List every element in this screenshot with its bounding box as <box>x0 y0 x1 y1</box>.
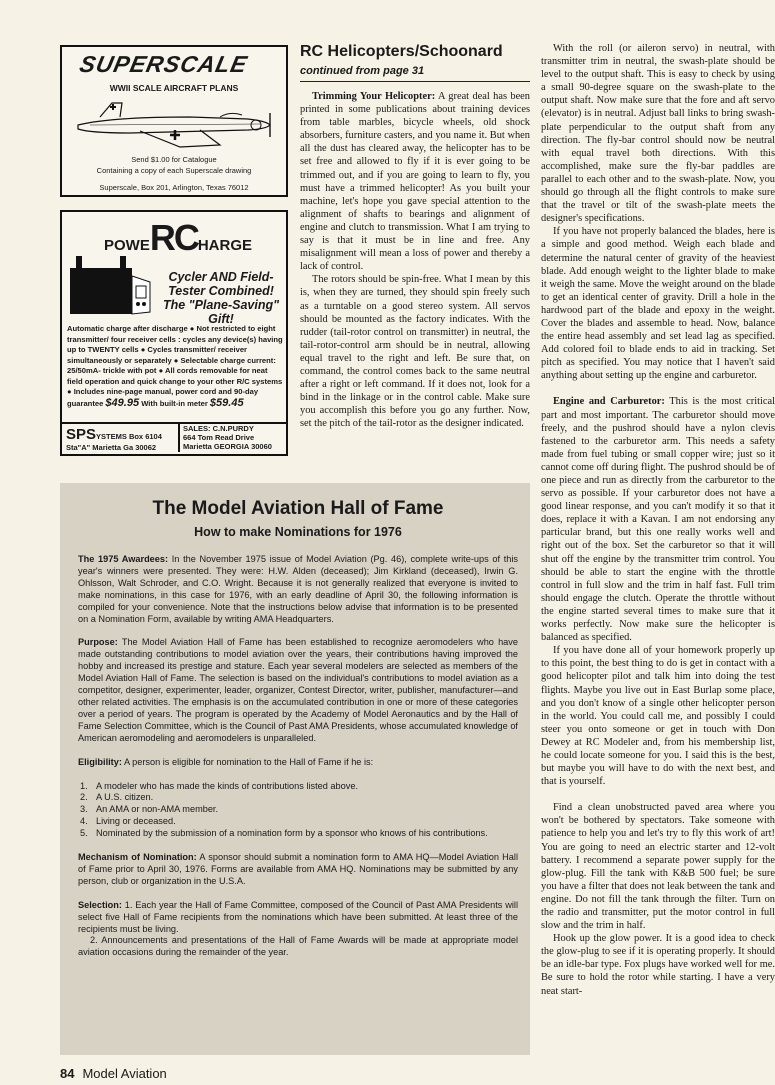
fighter-plane-illustration <box>70 95 282 151</box>
hof-purpose: Purpose: The Model Aviation Hall of Fame has been established to recognize aeromodelers who have made outstanding contributions to model aviation over the years, their contributions having improved the hobby and increased its prestige and stature. Each year several modelers are selected as members of the Model Aviation Hall of Fame. The selection is based on the individual's contributions to model aviation as a competitor, designer, experimenter, leader, organizer, Contest Director, writer, publisher, manufacturer—and other related activities. The emphasis is on the accumulated contribution in one or more of these categories over a period of years. The program is operated by the Academy of Model Aeronautics and by the Hall of Fame Selection Committee, which is the Council of Past AMA Presidents, whose accumulated knowledge of American aeromodeling and aeromodelers is unparalleled. <box>78 637 518 743</box>
paragraph: If you have done all of your homework properly up to this point, the best thing to do is get in contact with a good helicopter pilot and talk him into doing the test flights. Maybe you live out in East Burlap some place, and you don't know of a single other helicopter person in the world. You could call me, and possibly I could steer you onto someone or get in touch with Don Dewey at RC Modeler and, from his membership list, he could locate someone for you. I said this is the best, but maybe you will have to do with the next best, and that is yourself. <box>541 645 775 788</box>
title-rule <box>300 81 530 82</box>
hof-subtitle: How to make Nominations for 1976 <box>194 525 402 539</box>
page-number: 84 <box>60 1066 75 1081</box>
article-column-right <box>541 42 775 998</box>
list-item: 3. An AMA or non-AMA member. <box>80 804 219 815</box>
powercharge-headline: Cycler AND Field-Tester Combined! The "Plane-Saving" Gift! <box>162 270 280 326</box>
hof-eligibility-list <box>78 781 518 841</box>
page-footer <box>60 1066 167 1081</box>
hof-selection: Selection: 1. Each year the Hall of Fame Committee, composed of the Council of Past AMA Presidents will select five Hall of Fame recipients from the nominations which have been submitted. At least three of the recipients must be living. <box>78 899 518 934</box>
hof-eligibility: Eligibility: A person is eligible for nomination to the Hall of Fame if he is: <box>78 756 374 767</box>
superscale-address: Superscale, Box 201, Arlington, Texas 76012 <box>99 183 249 192</box>
hof-title: The Model Aviation Hall of Fame <box>152 498 444 519</box>
charger-device-illustration <box>68 246 158 322</box>
powercharge-features: Automatic charge after discharge ● Not restricted to eight transmitter/ four receiver cells : cycles any device(s) having up to TWENTY cells ● Cycles transmitter/ receiver simultaneously or separately ● Selectable charge current: 25/50mA- trickle with pot ● All cords removable for neat field operation and quick change to your other R/C systems ● Includes nine-page manual, power cord and 90-day guarantee $49.95 With built-in meter $59.45 <box>67 324 283 409</box>
hof-selection-2: 2. Announcements and presentations of the Hall of Fame Awards will be made at appropriate model aviation occasions during the remainder of the year. <box>78 935 518 958</box>
superscale-ad <box>60 45 288 197</box>
superscale-catalogue: Send $1.00 for Catalogue <box>131 155 217 164</box>
powercharge-ad <box>60 210 288 456</box>
superscale-contents: Containing a copy of each Superscale drawing <box>96 166 252 175</box>
continued-note: continued from page 31 <box>300 65 425 77</box>
paragraph: Hook up the glow power. It is a good idea to check the glow-plug to see if it is operating properly. It should be an idle-bar type. Fox plugs have worked well for me. Be sure to hold the rotor while starting. I have a very neat start- <box>541 933 775 997</box>
hall-of-fame-box <box>60 483 530 1055</box>
paragraph: Trimming Your Helicopter: A great deal has been printed in some publications about training devices from table marbles, bicycle wheels, old shock absorbers, furniture casters, and you name it. But when all the dust has cleared away, the helicopter has to be set free and allowed to fly if it is ever going to be trimmed out, and if you are going to learn to fly, you must have a trimmed helicopter! As you built your machine, let's hope you gave special attention to the alignment of shafts to bearings and alignment of engine and clutch to transmission. What I am trying to say is that it must be in line and free. Any misalignment will mean a loss of power and thereby a lack of control. <box>300 91 530 273</box>
article-title: RC Helicopters/Schoonard <box>300 43 503 60</box>
powercharge-contact: SPSYSTEMS Box 6104 Sta"A" Marietta Ga 30062 SALES: C.N.PURDY 664 Tom Read Drive Marietta GEORGIA 30060 <box>62 422 286 454</box>
paragraph: If you have not properly balanced the blades, here is a simple and good method. Weigh each blade and determine the natural center of gravity of the heaviest blade. Add enough weight to the lighter blade to make it weigh the same. Move the weight around on the blade to get an identical center of gravity. Drill a hole in the hardwood part of the blade and epoxy in the weight. Cover the blades and assemble to head. Now, balance the entire head assembly and set lead lag as specified. Add colored foil to blade ends to aid in tracking. Set pitch as specified. You may notice that I haven't said anything about setting up the engine and carburetor. <box>541 226 775 382</box>
paragraph: Engine and Carburetor: This is the most critical part and most important. The carburetor should move freely, and the pushrod should have a nylon clevis fastened to the carburetor arm. This needs a safety made from fuel tubing or small copper wire; just so it cannot come off during flight. The pushrod should be of one piece and run as directly from the carburetor to the servo as possible. If your carburetor does not have a good linear response, and you can't modify it so that it does, replace it with a Kavan. I am not endorsing any particular brand, but this one really works well and right out of the box. Set the carburetor so that it will shut off the engine by the transmitter trim control. You should be able to start the engine with the throttle control in full slow and the trim in half fast. Full trim should engage the clutch. Operate the throttle without the engine started several times to make sure that it works perfectly. Now make sure the helicopter is balanced as specified. <box>541 396 775 644</box>
paragraph: The rotors should be spin-free. What I mean by this is, when they are turned, they should spin freely such as a turntable on a good stereo system. All servos should be mounted as the factory indicates. With the rudder (tail-rotor control on transmitter) in neutral, the tail-rotor-control arm should be in neutral, allowing equal travel to the right and left. Be sure that, on command, the control comes back to the same neutral after a right or left command. If it does not, look for a bind in the linkage or in the control cable. Make sure you accomplish this before you go any further. Now, set the pitch of the tail-rotor as the designer indicated. <box>300 274 530 430</box>
superscale-tagline: WWII SCALE AIRCRAFT PLANS <box>109 83 239 93</box>
list-item: 4. Living or deceased. <box>80 816 176 827</box>
paragraph: Find a clean unobstructed paved area where you won't be bothered by spectators. Take someone with patience to help you and let's try to fly this work of art! You are going to need an electric starter and 12-volt battery. I recommend a separate power supply for the glow-plug. Fill the tank with K&B 500 fuel; be sure you have a filter that does not leak between the tank and engine. Do not fill the tank through the filter. Turn on the radio and transmitter, put the motor control in full slow and the trim in half. <box>541 802 775 932</box>
powercharge-logo: POWERCHARGE <box>104 217 253 258</box>
article-column-middle <box>300 42 530 430</box>
superscale-logo: SUPERSCALE <box>77 51 251 77</box>
magazine-name: Model Aviation <box>82 1066 167 1081</box>
list-item: 5. Nominated by the submission of a nomination form by a sponsor who knows of his contributions. <box>80 828 488 839</box>
list-item: 1. A modeler who has made the kinds of contributions listed above. <box>80 780 358 791</box>
hof-mechanism: Mechanism of Nomination: A sponsor should submit a nomination form to AMA HQ—Model Aviation Hall of Fame prior to April 30, 1976. Forms are available from AMA HQ. Nominations may be submitted by any person, club or organization in the U.S.A. <box>78 852 518 886</box>
paragraph: With the roll (or aileron servo) in neutral, with transmitter trim in neutral, the swash-plate should be level to the output shaft. This is easy to check by using a small 90-degree square on the swash-plate to the output shaft. Now make sure that the fore and aft servo (elevator) is in neutral. Adjust ball links to bring swash-plate perpendicular to the output shaft from any direction. The fly-bar control should now be neutral with equal travel both directions. With this accomplished, make sure the fly-bar paddles are parallel to each other and to the swash-plate. Now, you should go through all the flight controls to make sure that the travel or tilt of the swash-plate meets the designer's specifications. <box>541 43 775 225</box>
hof-awardees: The 1975 Awardees: In the November 1975 issue of Model Aviation (Pg. 46), complete write-ups of this year's winners were presented. They were: H.W. Alden (deceased); Jim Kirkland (deceased), Irwin G. Ohlsson, Walt Schroder, and C.O. Wright. Because it is not generally realized that everyone is invited to make nominations, in this case for 1976, with an early deadline of April 30, the following information is compiled for your convenience. Note that the instructions below advise that information is to be presented on a Nomination Form, available by writing AMA Headquarters. <box>78 554 519 624</box>
list-item: 2. A U.S. citizen. <box>80 792 154 803</box>
